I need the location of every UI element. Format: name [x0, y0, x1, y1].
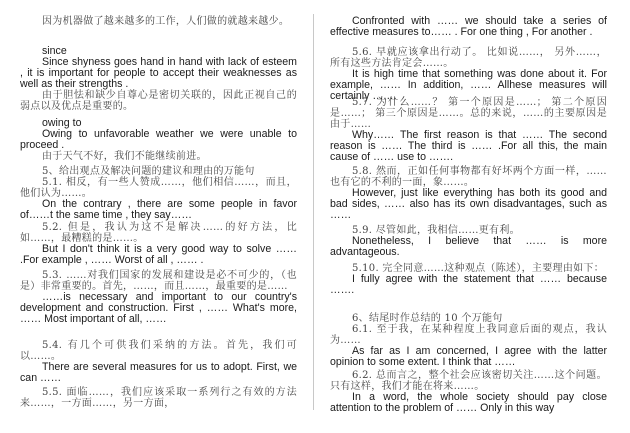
english-text: On the contrary , there are some people in favor of……t the same time , they say…… — [20, 198, 297, 221]
chinese-text: 5.4. 有几个可供我们采纳的方法。首先，我们可以……。 — [20, 340, 297, 362]
paragraph-block — [20, 387, 297, 409]
paragraph-block — [330, 313, 607, 368]
paragraph-block — [20, 340, 297, 384]
paragraph-block — [20, 222, 297, 266]
paragraph-block — [330, 166, 607, 221]
paragraph-block — [20, 16, 297, 27]
paragraph-block — [330, 97, 607, 163]
chinese-text: 5.6. 早就应该拿出行动了。 比如说……， 另外……，所有这些方法肯定会……。 — [330, 47, 607, 69]
paragraph-block — [330, 370, 607, 414]
chinese-text: 由于天气不好，我们不能继续前进。 — [42, 151, 207, 162]
paragraph-block — [330, 47, 607, 102]
english-text: It is high time that something was done about it. For example, …… In addition, …… Allhese measures will certainly ……. — [330, 68, 607, 102]
chinese-text: 5.2. 但是，我认为这不是解决……的好方法，比如……，最糟糕的是……。 — [20, 222, 297, 244]
english-text: However, just like everything has both its good and bad sides, …… also has its own disadvantages, such as …… — [330, 187, 607, 221]
chinese-text: 因为机器做了越来越多的工作，人们做的就越来越少。 — [42, 16, 290, 27]
chinese-text: 6、结尾时作总结的 10 个万能句 — [352, 313, 503, 324]
english-text: owing to — [42, 117, 82, 129]
chinese-text: 5.3. ……对我们国家的发展和建设是必不可少的，（也是）非常重要的。首先，……，而且……，最重要的是…… — [20, 270, 297, 292]
paragraph-block — [330, 263, 607, 296]
english-text: Owing to unfavorable weather we were unable to proceed . — [20, 128, 297, 151]
chinese-text: 5.5. 面临……，我们应该采取一系列行之有效的方法来……，一方面……，另一方面， — [20, 387, 297, 409]
chinese-text: 5.1. 相反，有一些人赞成……，他们相信……，而且，他们认为……。 — [20, 177, 297, 199]
chinese-text: 6.2. 总而言之，整个社会应该密切关注……这个问题。只有这样，我们才能在将来……。 — [330, 370, 607, 392]
paragraph-block — [20, 118, 297, 162]
paragraph-block — [20, 270, 297, 325]
english-text: Confronted with …… we should take a series of effective measures to…… . For one thing , For another . — [330, 15, 607, 38]
paragraph-block — [330, 225, 607, 258]
paragraph-block — [20, 166, 297, 221]
page-divider — [313, 14, 314, 410]
chinese-text: 6.1. 至于我，在某种程度上我同意后面的观点，我认为…… — [330, 324, 607, 346]
english-text: Nonetheless, I believe that …… is more advantageous. — [330, 235, 607, 258]
english-text: There are several measures for us to adopt. First, we can …… — [20, 361, 297, 384]
english-text: Why…… The first reason is that …… The second reason is …… The third is …… .For all this, the main cause of …… use to ……. — [330, 129, 607, 163]
english-text: since — [42, 45, 67, 57]
english-text: But I don't think it is a very good way to solve …… .For example , …… Worst of all , …… . — [20, 243, 297, 266]
paragraph-block — [330, 16, 607, 38]
english-text: ……is necessary and important to our country's development and construction. First , …… What's more, …… Most important of all, …… — [20, 291, 297, 325]
english-text: I fully agree with the statement that …… because ……. — [330, 273, 607, 296]
english-text: Since shyness goes hand in hand with lack of esteem , it is important for people to accept their weaknesses as well as their strengths . — [20, 56, 297, 90]
english-text: In a word, the whole society should pay close attention to the problem of …… Only in this way — [330, 391, 607, 414]
chinese-text: 由于胆怯和缺少自尊心是密切关联的，因此正视自己的弱点以及优点是重要的。 — [20, 90, 297, 112]
chinese-text: 5.9. 尽管如此，我相信……更有利。 — [352, 225, 520, 236]
chinese-text: 5.10. 完全同意……这种观点（陈述），主要理由如下： — [352, 263, 605, 274]
paragraph-block — [20, 46, 297, 112]
chinese-text: 5.7. 为什么……？ 第一个原因是……； 第二个原因是……； 第三个原因是……。总的来说，……的主要原因是由于…… — [330, 97, 607, 130]
chinese-text: 5.8. 然而，正如任何事物都有好坏两个方面一样，……也有它的不利的一面，象……。 — [330, 166, 607, 188]
chinese-text: 5、给出观点及解决问题的建议和理由的万能句 — [42, 166, 255, 177]
english-text: As far as I am concerned, I agree with the latter opinion to some extent. I think that …… — [330, 345, 607, 368]
